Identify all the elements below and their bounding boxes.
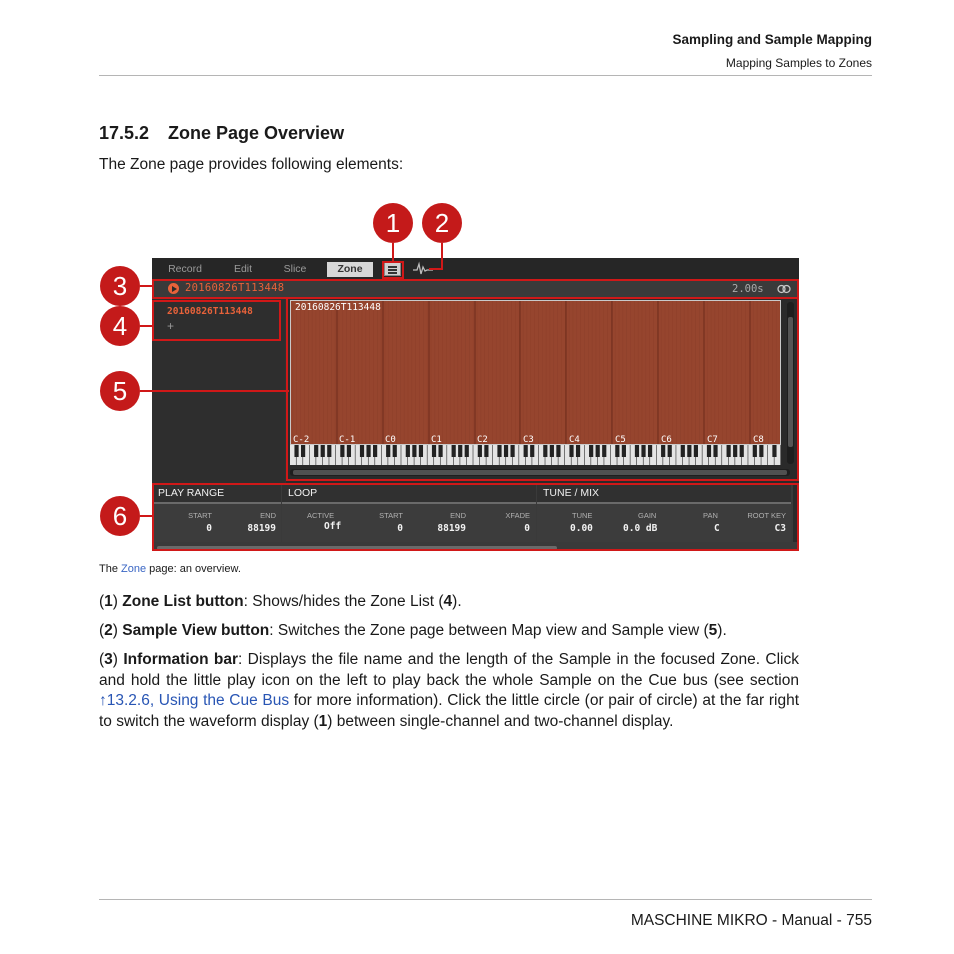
param-group-title: TUNE / MIX: [543, 487, 600, 499]
item-term: Zone List button: [122, 593, 244, 610]
octave-label: C3: [523, 435, 534, 445]
param-label-active: ACTIVE: [307, 511, 335, 520]
callout-1: 1: [373, 203, 413, 243]
item-ref: 5: [708, 622, 718, 639]
callout-frame-5: [286, 297, 799, 481]
callout-5: 5: [100, 371, 140, 411]
paren: (: [99, 651, 105, 668]
param-value-loop-start[interactable]: 0: [397, 523, 403, 534]
paren: ): [112, 651, 124, 668]
param-label-root-key: ROOT KEY: [747, 511, 786, 520]
zone-list-item[interactable]: 20160826T113448: [167, 306, 253, 317]
running-header-subtitle: Mapping Samples to Zones: [725, 56, 872, 70]
param-label-loop-end: END: [450, 511, 466, 520]
item-sample-view-button: [99, 621, 799, 642]
param-label-end: END: [260, 511, 276, 520]
octave-label: C-2: [293, 435, 310, 445]
octave-label: C8: [753, 435, 764, 445]
param-value-root-key[interactable]: C3: [774, 523, 786, 534]
item-ref: 4: [443, 593, 453, 610]
header-divider: [99, 75, 872, 76]
caption-zone-link[interactable]: Zone: [121, 563, 147, 575]
param-value-xfade[interactable]: 0: [524, 523, 530, 534]
callout-4: 4: [100, 306, 140, 346]
param-value-end[interactable]: 88199: [247, 523, 276, 534]
paren: ): [112, 593, 123, 610]
item-text: : Shows/hides the Zone List (: [243, 593, 444, 610]
sample-view-button[interactable]: [412, 261, 434, 277]
octave-label: C4: [569, 435, 580, 445]
param-label-gain: GAIN: [638, 511, 657, 520]
param-value-gain[interactable]: 0.0 dB: [623, 523, 658, 534]
param-value-pan[interactable]: C: [714, 523, 720, 534]
octave-label: C7: [707, 435, 718, 445]
caption-text: page: an overview.: [146, 563, 241, 575]
octave-label: C5: [615, 435, 626, 445]
item-information-bar: [99, 650, 799, 732]
param-label-loop-start: START: [379, 511, 403, 520]
tab-zone[interactable]: Zone: [327, 262, 373, 277]
item-zone-list-button: [99, 592, 799, 613]
section-number: 17.5.2: [99, 123, 150, 143]
item-text: for more information). Click the little circle (or pair of circle) at the far right to switch the waveform display (: [99, 692, 799, 730]
footer-divider: [99, 899, 872, 900]
section-title: Zone Page Overview: [168, 123, 345, 143]
param-group-title: PLAY RANGE: [158, 487, 225, 499]
page-tab-bar: [152, 258, 799, 280]
item-term: Information bar: [123, 651, 239, 668]
param-value-tune[interactable]: 0.00: [570, 523, 593, 534]
param-value-start[interactable]: 0: [206, 523, 212, 534]
paren: (: [99, 622, 105, 639]
item-number: 1: [104, 593, 113, 610]
item-text: : Switches the Zone page between Map view and Sample view (: [269, 622, 709, 639]
octave-label: C1: [431, 435, 442, 445]
item-text: : Displays the file name and the length of the Sample in the focused Zone. Click and hold the little play icon on the left to play back the whole Sample on the Cue bus (see section: [99, 651, 800, 689]
waveform-icon: [413, 264, 433, 274]
section-heading: [99, 123, 344, 144]
callout-frame-3: [152, 279, 799, 299]
callout-frame-4: [152, 300, 281, 341]
paren: ): [112, 622, 123, 639]
cue-bus-link[interactable]: ↑13.2.6, Using the Cue Bus: [99, 692, 290, 709]
caption-text: The: [99, 563, 122, 575]
figure-caption: [99, 563, 241, 575]
item-text: ).: [452, 593, 462, 610]
add-zone-button[interactable]: +: [167, 319, 175, 333]
item-text: ).: [717, 622, 727, 639]
info-sample-length: 2.00s: [732, 283, 764, 295]
callout-2: 2: [422, 203, 462, 243]
callout-6: 6: [100, 496, 140, 536]
param-value-active[interactable]: Off: [324, 521, 342, 532]
item-text: ) between single-channel and two-channel display.: [327, 712, 674, 730]
callout-frame-1: [382, 261, 404, 279]
callout-3: 3: [100, 266, 140, 306]
param-value-loop-end[interactable]: 88199: [437, 523, 466, 534]
param-label-start: START: [188, 511, 212, 520]
tab-edit[interactable]: Edit: [233, 263, 253, 275]
zone-sample-name: 20160826T113448: [295, 302, 381, 313]
tab-record[interactable]: Record: [168, 263, 202, 275]
param-group-title: LOOP: [288, 487, 318, 499]
param-label-xfade: XFADE: [505, 511, 530, 520]
param-label-pan: PAN: [703, 511, 718, 520]
callout-frame-6: [152, 483, 799, 551]
octave-label: C-1: [339, 435, 356, 445]
param-label-tune: TUNE: [572, 511, 593, 520]
octave-label: C2: [477, 435, 488, 445]
running-header-title: Sampling and Sample Mapping: [672, 32, 872, 47]
tab-slice[interactable]: Slice: [283, 263, 307, 275]
info-file-name: 20160826T113448: [185, 282, 285, 294]
paren: (: [99, 593, 105, 610]
octave-label: C6: [661, 435, 672, 445]
octave-label: C0: [385, 435, 396, 445]
page-footer: MASCHINE MIKRO - Manual - 755: [630, 912, 872, 929]
item-term: Sample View button: [122, 622, 270, 639]
item-ref: 1: [318, 712, 328, 730]
intro-text: The Zone page provides following elements:: [99, 156, 404, 173]
item-number: 3: [104, 651, 113, 668]
item-number: 2: [104, 622, 113, 639]
